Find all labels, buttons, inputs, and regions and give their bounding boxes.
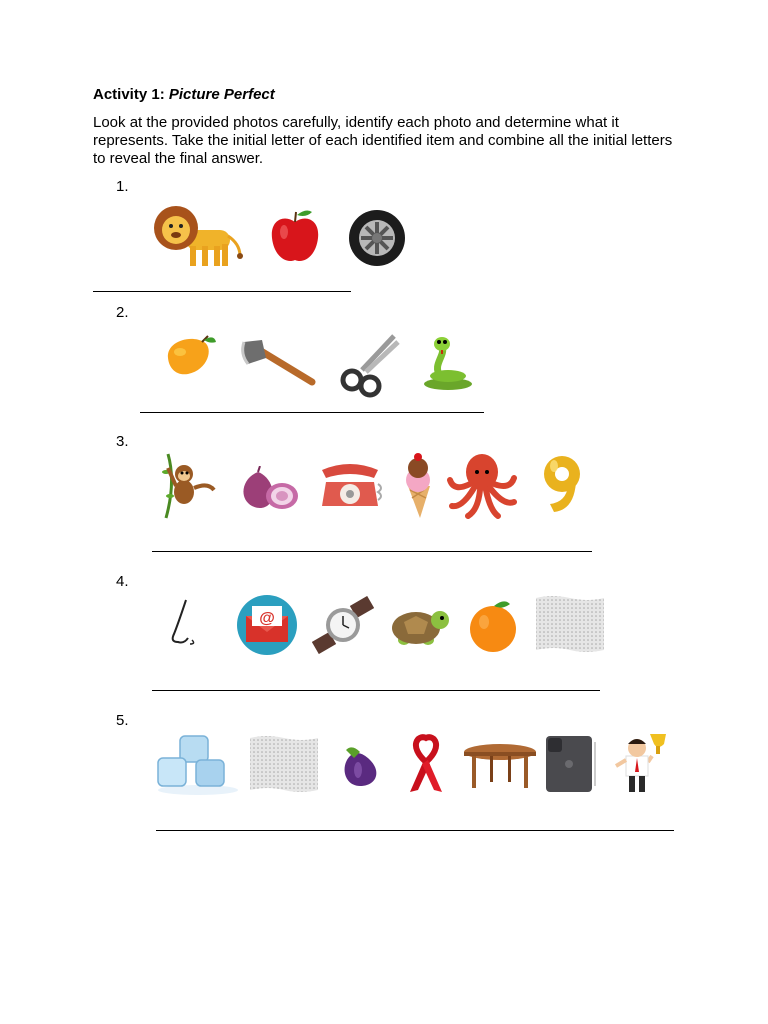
lion-icon [152, 202, 244, 270]
orange-icon [466, 598, 520, 654]
item-number: 3. [116, 433, 129, 450]
activity-label: Activity 1: [93, 86, 165, 103]
table-icon [462, 742, 538, 790]
snake-icon [418, 334, 480, 394]
answer-line[interactable] [152, 690, 600, 691]
number-nine-icon [534, 452, 590, 516]
apple-icon [262, 206, 328, 268]
octopus-icon [446, 450, 518, 520]
item-number: 4. [116, 573, 129, 590]
ribbon-icon [404, 734, 448, 796]
svg-text:@: @ [259, 610, 275, 627]
wheel-icon [344, 206, 410, 268]
answer-line[interactable] [140, 412, 484, 413]
paper-icon [534, 594, 606, 654]
paper-icon [248, 734, 320, 794]
answer-line[interactable] [156, 830, 674, 831]
turtle-icon [384, 600, 452, 650]
item-number: 2. [116, 304, 129, 321]
email-icon [234, 594, 300, 656]
activity-name: Picture Perfect [168, 86, 275, 103]
eggplant-icon [336, 740, 386, 790]
answer-line[interactable] [152, 551, 592, 552]
axe-icon [236, 336, 320, 394]
winner-icon [604, 732, 672, 794]
monkey-icon [156, 452, 218, 520]
onion-icon [236, 466, 302, 512]
tablet-icon [544, 734, 596, 794]
activity-title [93, 86, 275, 103]
item-number: 1. [116, 178, 129, 195]
watch-icon [312, 596, 374, 654]
item-number: 5. [116, 712, 129, 729]
instructions: Look at the provided photos carefully, identify each photo and determine what it represents. Take the initial letter of each identified item and combine all the initial letters to reveal the final answer. [93, 114, 673, 167]
mango-icon [160, 332, 216, 378]
nose-icon [154, 594, 214, 654]
telephone-icon [316, 458, 384, 514]
scissors-icon [336, 330, 400, 398]
answer-line[interactable] [93, 291, 351, 292]
ice-icon [154, 734, 240, 796]
ice-cream-icon [396, 452, 442, 520]
